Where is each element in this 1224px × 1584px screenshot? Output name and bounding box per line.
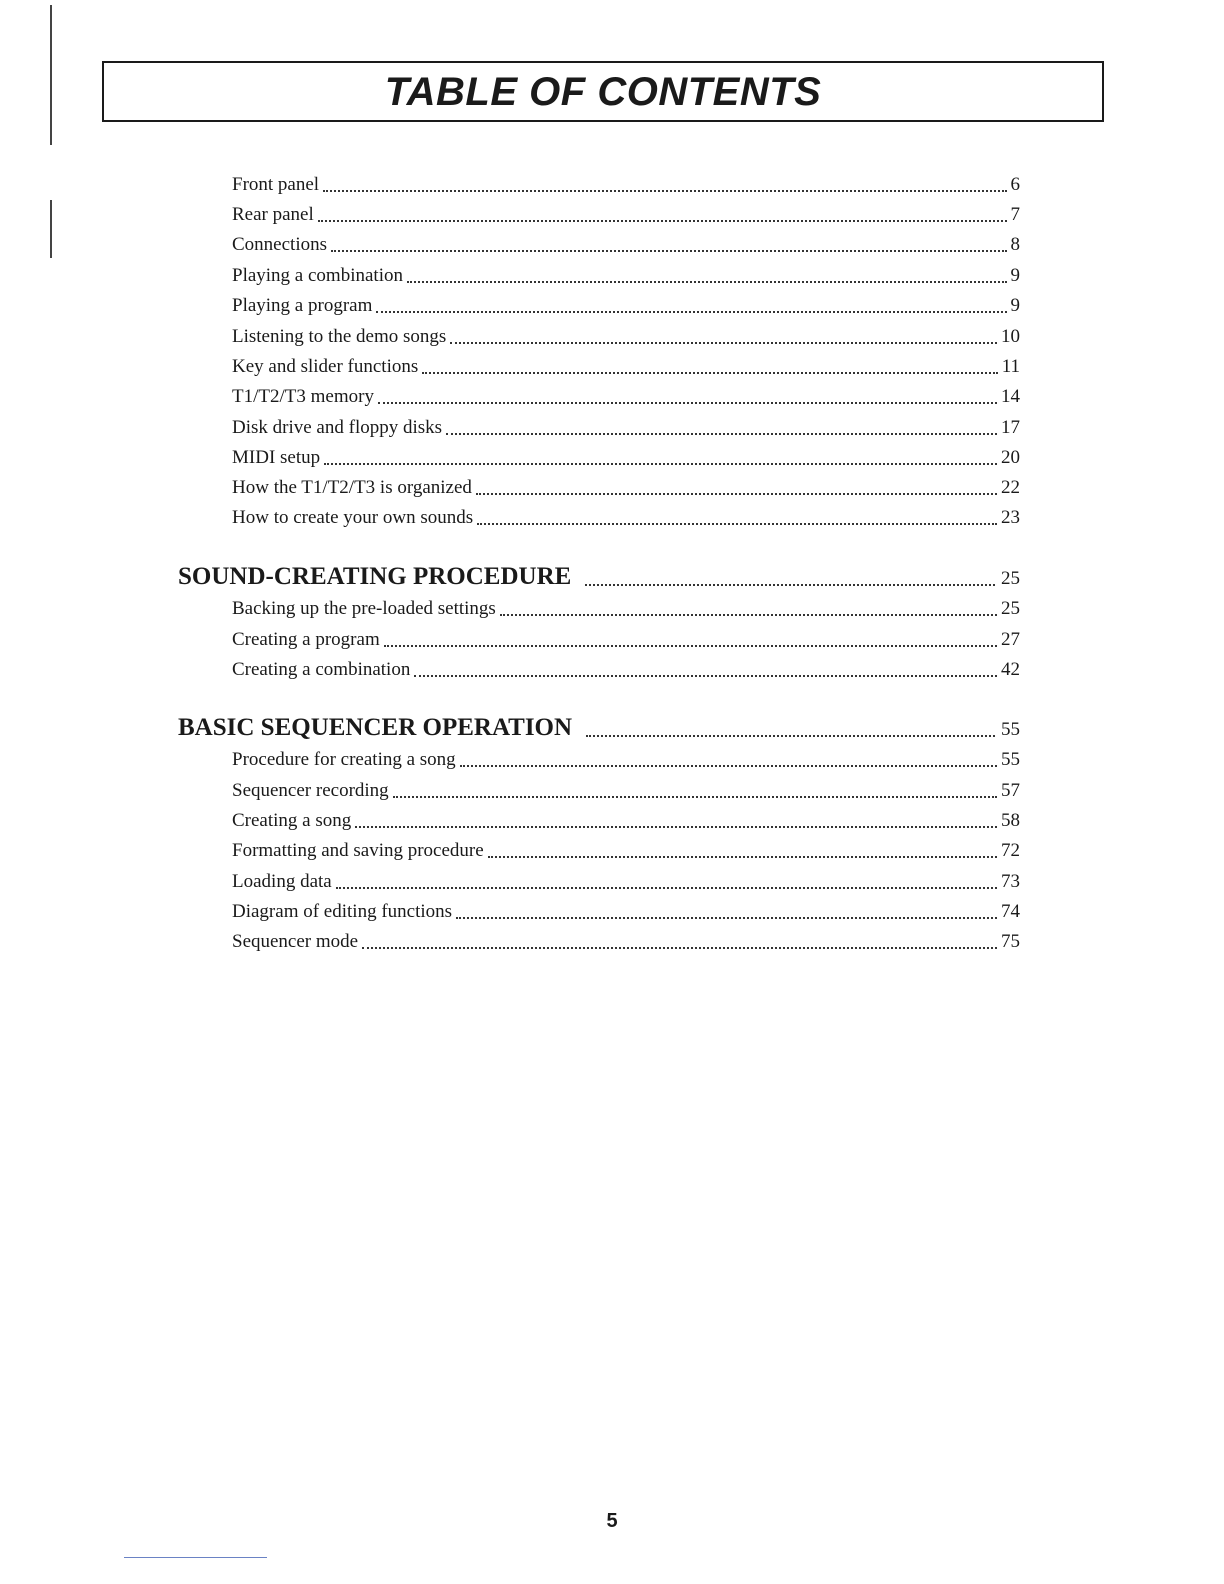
dot-leader [318, 220, 1007, 222]
toc-entry-page: 8 [1010, 234, 1020, 255]
footer-rule [124, 1557, 267, 1558]
dot-leader [323, 190, 1006, 192]
dot-leader [422, 372, 997, 374]
toc-entry-page: 27 [1001, 629, 1020, 650]
toc-entry [232, 356, 1020, 380]
dot-leader [585, 584, 995, 586]
toc-entry [232, 386, 1020, 410]
toc-entry-page: 75 [1001, 931, 1020, 952]
toc-entry-page: 55 [1001, 749, 1020, 770]
toc-entry [232, 780, 1020, 804]
toc-entry [232, 447, 1020, 471]
toc-entry [232, 871, 1020, 895]
toc-entry-label: Disk drive and floppy disks [232, 417, 443, 438]
dot-leader [446, 433, 997, 435]
toc-entry [232, 931, 1020, 955]
dot-leader [477, 523, 997, 525]
toc-entry-page: 42 [1001, 659, 1020, 680]
toc-entry-label: Playing a program [232, 295, 373, 316]
page-number: 5 [606, 1510, 618, 1532]
toc-entry [232, 901, 1020, 925]
toc-entry-label: Formatting and saving procedure [232, 840, 484, 861]
section-heading-page: 55 [1001, 719, 1020, 740]
toc-entry-label: T1/T2/T3 memory [232, 386, 374, 407]
dot-leader [500, 614, 997, 616]
toc-entry [232, 417, 1020, 441]
dot-leader [476, 493, 997, 495]
dot-leader [393, 796, 997, 798]
dot-leader [376, 311, 1006, 313]
toc-entry-page: 7 [1010, 204, 1020, 225]
toc-entry-page: 11 [1001, 356, 1020, 377]
toc-entry-label: Listening to the demo songs [232, 326, 447, 347]
section-heading-label: SOUND-CREATING PROCEDURE [178, 563, 572, 590]
dot-leader [456, 917, 997, 919]
toc-entry-label: Creating a combination [232, 659, 411, 680]
toc-entry [232, 204, 1020, 228]
toc-entry-page: 58 [1001, 810, 1020, 831]
title-box [102, 61, 1104, 122]
dot-leader [407, 281, 1007, 283]
toc-entry [232, 840, 1020, 864]
dot-leader [414, 675, 997, 677]
toc-entry-page: 17 [1001, 417, 1020, 438]
section-heading-label: BASIC SEQUENCER OPERATION [178, 714, 573, 741]
section-heading [178, 563, 1020, 593]
toc-entry [232, 326, 1020, 350]
section-heading-page: 25 [1001, 568, 1020, 589]
toc-entry [232, 629, 1020, 653]
toc-entry-label: Loading data [232, 871, 332, 892]
toc-entry-page: 73 [1001, 871, 1020, 892]
page-title: TABLE OF CONTENTS [384, 70, 822, 114]
toc-entry-label: Sequencer recording [232, 780, 389, 801]
toc-entry [232, 295, 1020, 319]
toc-entry [232, 810, 1020, 834]
toc-entry-label: How the T1/T2/T3 is organized [232, 477, 472, 498]
dot-leader [384, 645, 997, 647]
dot-leader [450, 342, 997, 344]
dot-leader [336, 887, 997, 889]
toc-entry-page: 72 [1001, 840, 1020, 861]
toc-entry-page: 20 [1001, 447, 1020, 468]
toc-entry [232, 477, 1020, 501]
toc-entry-label: MIDI setup [232, 447, 321, 468]
dot-leader [324, 463, 997, 465]
toc-entry-label: Front panel [232, 174, 320, 195]
binder-line-bottom [50, 200, 52, 258]
toc-entry-label: Creating a song [232, 810, 352, 831]
dot-leader [460, 765, 997, 767]
toc-entry-label: Procedure for creating a song [232, 749, 456, 770]
toc-entry-label: Diagram of editing functions [232, 901, 453, 922]
toc-entry-page: 10 [1001, 326, 1020, 347]
dot-leader [488, 856, 997, 858]
dot-leader [362, 947, 997, 949]
toc-entry-label: Backing up the pre-loaded settings [232, 598, 496, 619]
toc-entry-label: Sequencer mode [232, 931, 359, 952]
toc-entry-page: 74 [1001, 901, 1020, 922]
dot-leader [378, 402, 997, 404]
toc-entry-page: 9 [1010, 295, 1020, 316]
toc-entry-label: Connections [232, 234, 327, 255]
toc-entry [232, 659, 1020, 683]
toc-entry-label: Key and slider functions [232, 356, 419, 377]
binder-line-top [50, 5, 52, 145]
toc-entry [232, 234, 1020, 258]
toc-entry-page: 6 [1010, 174, 1020, 195]
toc-entry-page: 14 [1001, 386, 1020, 407]
toc-entry [232, 598, 1020, 622]
toc-entry-page: 9 [1010, 265, 1020, 286]
toc-entry [232, 174, 1020, 198]
toc-entry-page: 23 [1001, 507, 1020, 528]
toc-entry [232, 507, 1020, 531]
toc-entry-label: Creating a program [232, 629, 380, 650]
dot-leader [586, 735, 995, 737]
toc-entry-label: Rear panel [232, 204, 314, 225]
section-heading [178, 714, 1020, 744]
dot-leader [355, 826, 997, 828]
dot-leader [331, 250, 1007, 252]
toc-entry-page: 25 [1001, 598, 1020, 619]
toc-entry-page: 22 [1001, 477, 1020, 498]
toc-entry [232, 749, 1020, 773]
toc-entry-label: Playing a combination [232, 265, 403, 286]
toc-entry-page: 57 [1001, 780, 1020, 801]
toc-entry [232, 265, 1020, 289]
toc-entry-label: How to create your own sounds [232, 507, 474, 528]
